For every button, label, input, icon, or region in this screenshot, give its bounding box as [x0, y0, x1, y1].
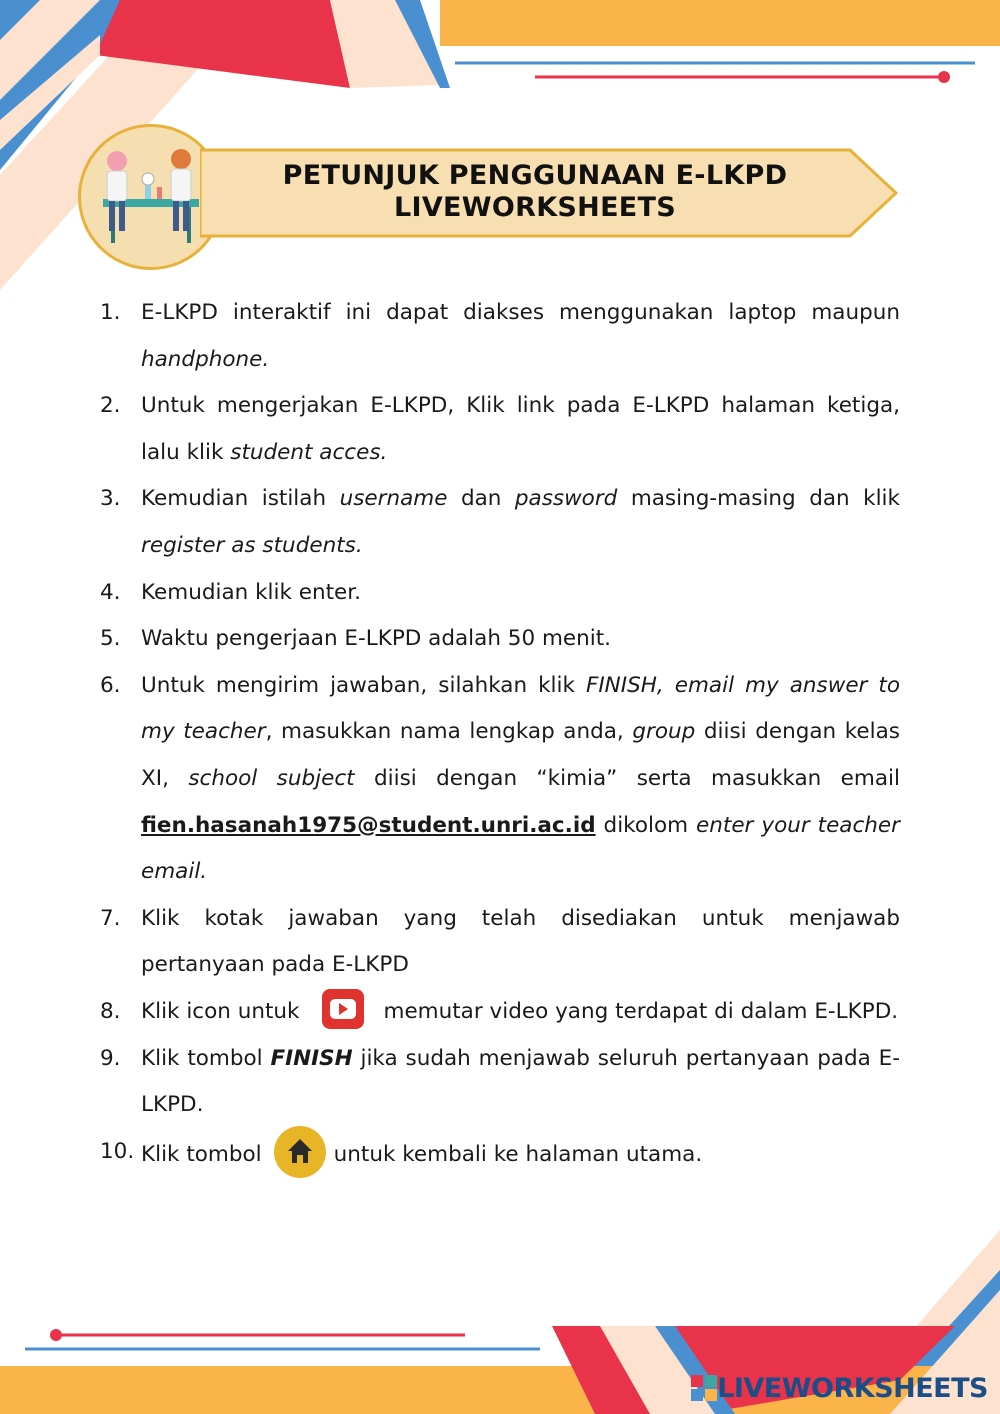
liveworksheets-mark-icon [691, 1375, 717, 1401]
list-item: 8. Klik icon untuk memutar video yang terdapat di dalam E-LKPD. [100, 989, 900, 1036]
top-orange-band [440, 0, 1000, 46]
youtube-play-icon [322, 989, 364, 1029]
teacher-email-link[interactable]: fien.hasanah1975@student.unri.ac.id [141, 812, 596, 838]
list-item: 10. Klik tombol untuk kembali ke halaman utama. [100, 1129, 900, 1181]
list-item: 2. Untuk mengerjakan E-LKPD, Klik link pada E-LKPD halaman ketiga, lalu klik student acces. [100, 393, 900, 465]
list-item: 6. Untuk mengirim jawaban, silahkan klik FINISH, email my answer to my teacher, masukkan nama lengkap anda, group diisi dengan kelas XI, school subject diisi dengan “kimia” serta masukkan email fien.hasanah1975@student.unri.ac.id dikolom enter your teacher email. [100, 672, 900, 885]
page-title: PETUNJUK PENGGUNAAN E-LKPD LIVEWORKSHEETS [282, 160, 788, 223]
list-item: 5. Waktu pengerjaan E-LKPD adalah 50 menit. [100, 626, 612, 652]
list-item: 7. Klik kotak jawaban yang telah disediakan untuk menjawab pertanyaan pada E-LKPD [100, 905, 900, 978]
list-item: 9. Klik tombol FINISH jika sudah menjawab seluruh pertanyaan pada E-LKPD. [100, 1045, 901, 1118]
list-item: 3. Kemudian istilah username dan password masing-masing dan klik register as students. [100, 486, 900, 558]
instruction-list [100, 290, 900, 1181]
title-banner [200, 146, 900, 240]
liveworksheets-logo: LIVEWORKSHEETS [691, 1368, 988, 1408]
list-item: 1. E-LKPD interaktif ini dapat diakses menggunakan laptop maupun handphone. [100, 300, 900, 372]
home-icon [274, 1126, 326, 1178]
list-item: 4. Kemudian klik enter. [100, 579, 361, 605]
